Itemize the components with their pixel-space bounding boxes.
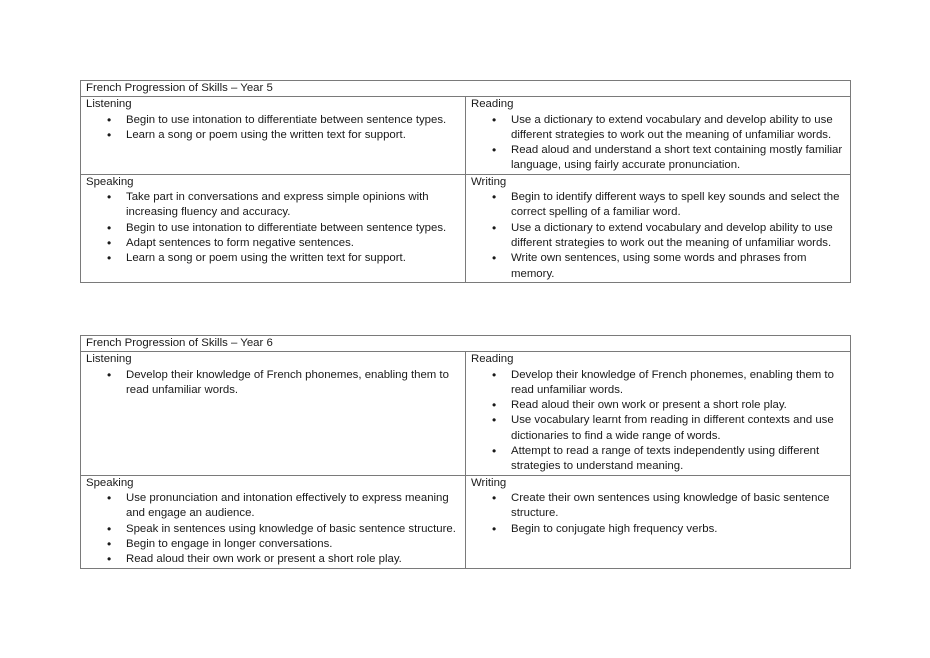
cell-heading: Speaking (86, 175, 134, 188)
speaking-cell (81, 174, 466, 282)
list-item: • Begin to identify different ways to spell key sounds and select the correct spelling of a familiar word. (511, 190, 844, 221)
bullet-list (86, 113, 459, 144)
cell-heading: Writing (471, 476, 507, 489)
list-item: • Use a dictionary to extend vocabulary and develop ability to use different strategies to work out the meaning of unfamiliar words. (511, 221, 844, 252)
cell-heading: Listening (86, 353, 132, 366)
cell-heading: Writing (471, 175, 507, 188)
bullet-list (471, 113, 844, 174)
table-title: French Progression of Skills – Year 5 (81, 81, 851, 97)
reading-cell (466, 352, 851, 475)
list-item: • Begin to conjugate high frequency verbs. (511, 522, 844, 537)
bullet-list (471, 190, 844, 282)
list-item: • Use a dictionary to extend vocabulary and develop ability to use different strategies to work out the meaning of unfamiliar words. (511, 113, 844, 144)
cell-heading: Listening (86, 98, 132, 111)
speaking-cell (81, 475, 466, 568)
bullet-list (86, 491, 459, 567)
bullet-list (86, 368, 459, 399)
bullet-list (86, 190, 459, 266)
list-item: • Use pronunciation and intonation effectively to express meaning and engage an audience. (126, 491, 459, 522)
listening-cell (81, 97, 466, 174)
list-item: • Adapt sentences to form negative sentences. (126, 236, 459, 251)
listening-cell (81, 352, 466, 475)
bullet-list (471, 368, 844, 475)
table-row (81, 352, 851, 475)
table-title: French Progression of Skills – Year 6 (81, 336, 851, 352)
table-row (81, 97, 851, 174)
table-row (81, 174, 851, 282)
list-item: • Write own sentences, using some words and phrases from memory. (511, 251, 844, 282)
list-item: • Begin to use intonation to differentiate between sentence types. (126, 221, 459, 236)
list-item: • Begin to use intonation to differentiate between sentence types. (126, 113, 459, 128)
list-item: • Speak in sentences using knowledge of basic sentence structure. (126, 522, 459, 537)
list-item: • Read aloud and understand a short text containing mostly familiar language, using fairly accurate pronunciation. (511, 143, 844, 174)
list-item: • Begin to engage in longer conversations. (126, 537, 459, 552)
list-item: • Take part in conversations and express simple opinions with increasing fluency and accuracy. (126, 190, 459, 221)
bullet-list (471, 491, 844, 537)
cell-heading: Reading (471, 353, 514, 366)
list-item: • Use vocabulary learnt from reading in different contexts and use dictionaries to find a wide range of words. (511, 413, 844, 444)
list-item: • Read aloud their own work or present a short role play. (511, 398, 844, 413)
list-item: • Attempt to read a range of texts independently using different strategies to understand meaning. (511, 444, 844, 475)
year5-skills-table (80, 80, 851, 283)
list-item: • Learn a song or poem using the written text for support. (126, 128, 459, 143)
list-item: • Read aloud their own work or present a short role play. (126, 552, 459, 567)
list-item: • Create their own sentences using knowledge of basic sentence structure. (511, 491, 844, 522)
table-header-row (81, 336, 851, 352)
list-item: • Develop their knowledge of French phonemes, enabling them to read unfamiliar words. (511, 368, 844, 399)
year6-skills-table (80, 335, 851, 569)
cell-heading: Speaking (86, 476, 134, 489)
writing-cell (466, 174, 851, 282)
list-item: • Develop their knowledge of French phonemes, enabling them to read unfamiliar words. (126, 368, 459, 399)
table-row (81, 475, 851, 568)
list-item: • Learn a song or poem using the written text for support. (126, 251, 459, 266)
table-header-row (81, 81, 851, 97)
reading-cell (466, 97, 851, 174)
cell-heading: Reading (471, 98, 514, 111)
writing-cell (466, 475, 851, 568)
